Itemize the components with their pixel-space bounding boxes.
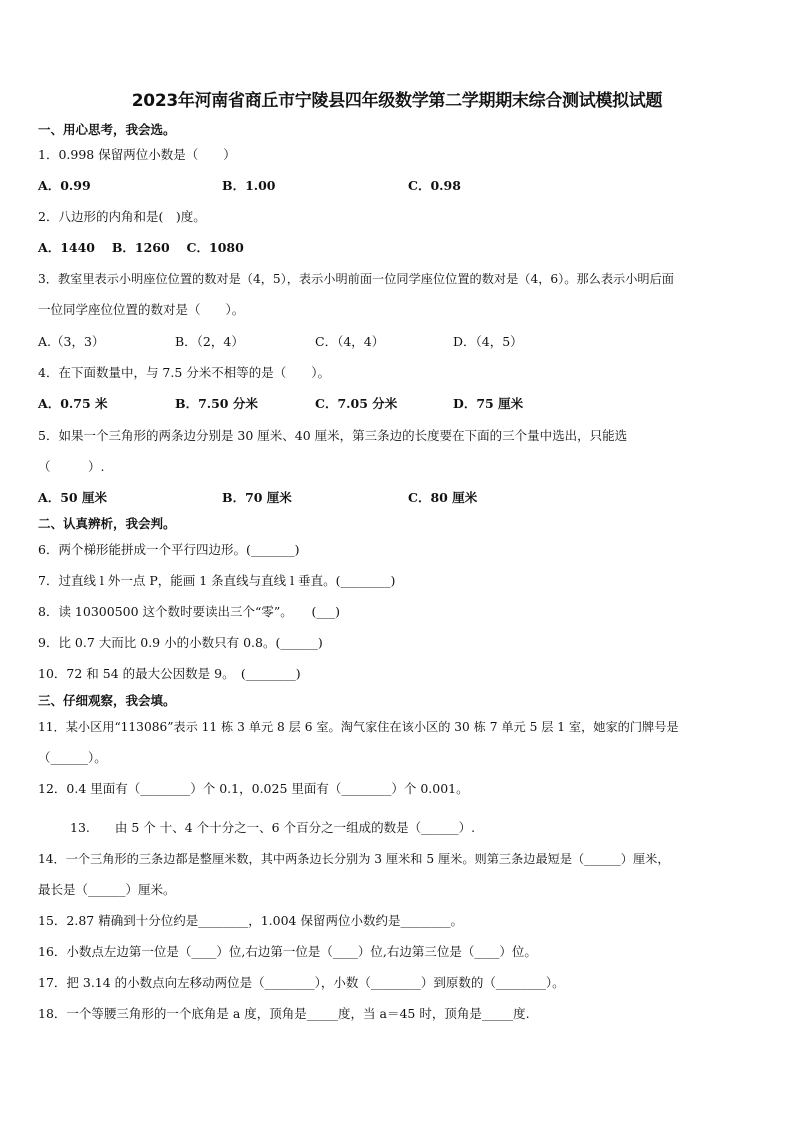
question-2: 2．八边形的内角和是( )度。: [38, 209, 206, 224]
question-14-line-2: 最长是（______）厘米。: [38, 882, 176, 897]
q5-option-c: C．80 厘米: [408, 490, 478, 505]
question-11-line-2: （______）。: [38, 750, 107, 765]
q5-option-b: B．70 厘米: [222, 490, 292, 505]
q5-option-a: A．50 厘米: [38, 490, 107, 505]
q3-option-a: A.（3，3）: [38, 334, 105, 349]
q3-option-d: D．（4，5）: [453, 334, 523, 349]
question-1: 1．0.998 保留两位小数是（ ）: [38, 147, 236, 162]
q1-option-a: A．0.99: [38, 178, 91, 193]
section-3-heading: 三、仔细观察，我会填。: [38, 693, 176, 708]
section-2-heading: 二、认真辨析，我会判。: [38, 516, 176, 531]
question-12: 12．0.4 里面有（________）个 0.1，0.025 里面有（________）个 0.001。: [38, 781, 469, 796]
q4-option-a: A．0.75 米: [38, 396, 108, 411]
q4-option-c: C．7.05 分米: [315, 396, 398, 411]
question-6: 6．两个梯形能拼成一个平行四边形。(_______): [38, 542, 300, 557]
question-11-line-1: 11．某小区用“113086”表示 11 栋 3 单元 8 层 6 室。淘气家住在该小区的 30 栋 7 单元 5 层 1 室，她家的门牌号是: [38, 720, 679, 734]
question-16: 16．小数点左边第一位是（____）位,右边第一位是（____）位,右边第三位是（____）位。: [38, 944, 537, 959]
question-3-line-1: 3．教室里表示小明座位位置的数对是（4，5），表示小明前面一位同学座位位置的数对是（4，6）。那么表示小明后面: [38, 272, 674, 286]
question-10: 10．72 和 54 的最大公因数是 9。 (________): [38, 666, 301, 681]
question-5-line-2: （ ）.: [38, 459, 105, 474]
page-title: 2023年河南省商丘市宁陵县四年级数学第二学期期末综合测试模拟试题: [131, 91, 663, 111]
q1-option-c: C．0.98: [408, 178, 461, 193]
question-18: 18．一个等腰三角形的一个底角是 a 度，顶角是_____度，当 a＝45 时，顶角是_____度.: [38, 1006, 530, 1021]
question-17: 17．把 3.14 的小数点向左移动两位是（________），小数（________）到原数的（________）。: [38, 975, 565, 990]
q1-option-b: B．1.00: [222, 178, 276, 193]
q3-option-b: B．（2，4）: [175, 334, 244, 349]
question-9: 9．比 0.7 大而比 0.9 小的小数只有 0.8。(______): [38, 635, 323, 650]
question-5-line-1: 5．如果一个三角形的两条边分别是 30 厘米、40 厘米，第三条边的长度要在下面的三个量中选出，只能选: [38, 428, 628, 443]
question-8: 8．读 10300500 这个数时要读出三个“零”。 (___): [38, 604, 341, 619]
question-14-line-1: 14．一个三角形的三条边都是整厘米数，其中两条边长分别为 3 厘米和 5 厘米。则第三条边最短是（______）厘米，: [38, 852, 670, 866]
q3-option-c: C．（4，4）: [315, 334, 385, 349]
section-1-heading: 一、用心思考，我会选。: [38, 122, 176, 137]
question-7: 7．过直线 l 外一点 P，能画 1 条直线与直线 l 垂直。(________): [38, 573, 396, 588]
q4-option-d: D．75 厘米: [453, 396, 524, 411]
q4-option-b: B．7.50 分米: [175, 396, 258, 411]
question-3-line-2: 一位同学座位位置的数对是（ ）。: [38, 302, 245, 317]
question-15: 15．2.87 精确到十分位约是________，1.004 保留两位小数约是________。: [38, 913, 463, 928]
question-13: 13. 由 5 个 十、4 个十分之一、6 个百分之一组成的数是（______）.: [70, 820, 476, 835]
question-4: 4．在下面数量中，与 7.5 分米不相等的是（ ）。: [38, 365, 331, 380]
q2-options: A．1440 B．1260 C．1080: [38, 240, 244, 255]
